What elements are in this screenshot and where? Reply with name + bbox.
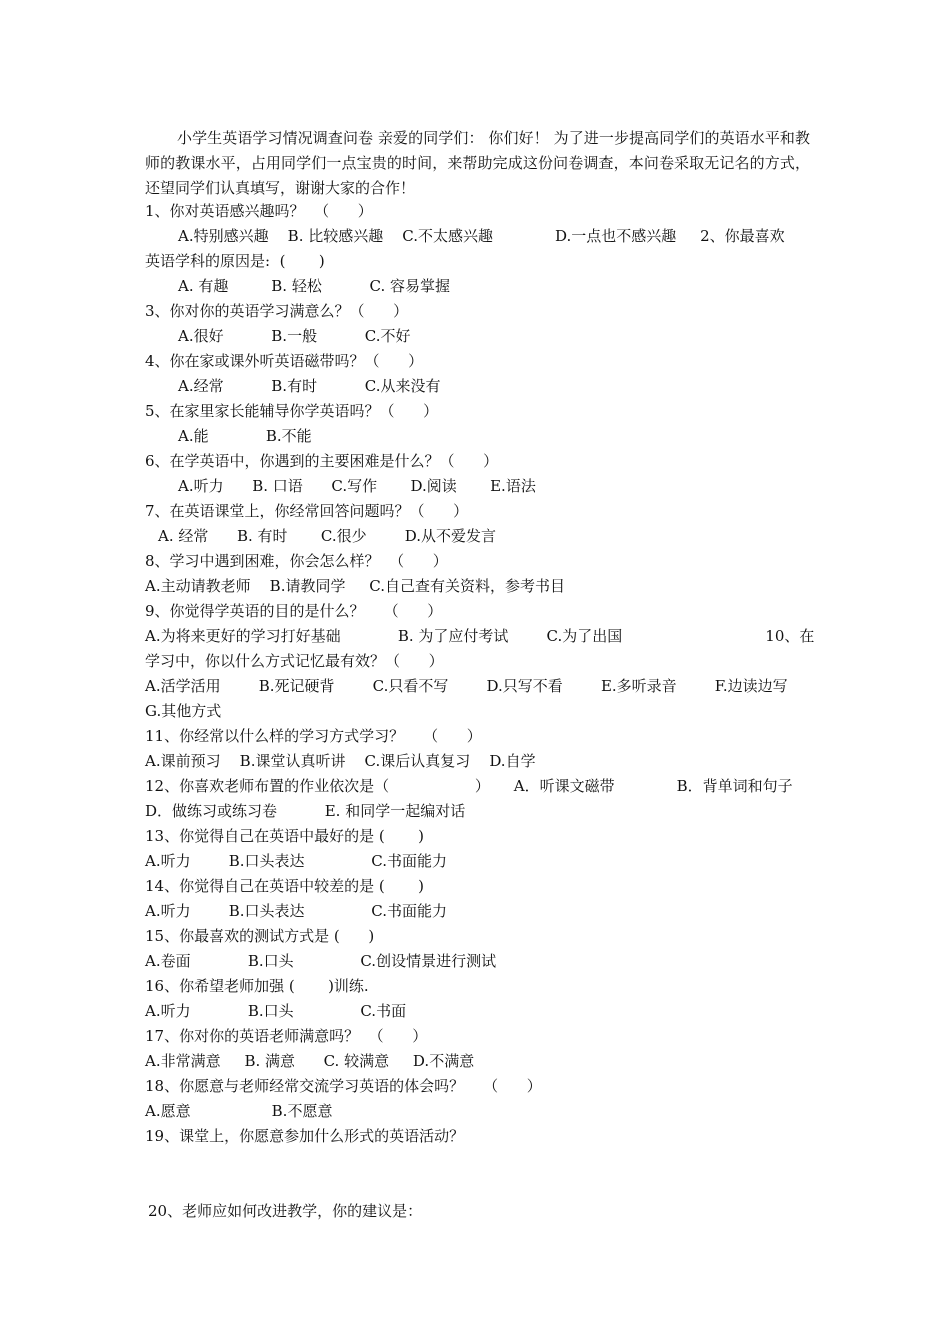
survey-line: 1、你对英语感兴趣吗？ （ ） [145, 202, 373, 220]
survey-line: 15、你最喜欢的测试方式是 ( ) [145, 927, 375, 945]
survey-line: A.听力 B.口头表达 C.书面能力 [145, 852, 448, 870]
survey-line: A.能 B.不能 [178, 427, 312, 445]
survey-line: A.卷面 B.口头 C.创设情景进行测试 [145, 952, 497, 970]
survey-line: 17、你对你的英语老师满意吗？ （ ） [145, 1027, 428, 1045]
survey-line: 4、你在家或课外听英语磁带吗？（ ） [145, 352, 424, 370]
survey-line: 19、课堂上，你愿意参加什么形式的英语活动？ [145, 1127, 465, 1145]
survey-line: A.活学活用 B.死记硬背 C.只看不写 D.只写不看 E.多听录音 F.边读边写 [145, 677, 788, 695]
survey-line: 7、在英语课堂上，你经常回答问题吗？（ ） [145, 502, 469, 520]
survey-line: A.非常满意 B. 满意 C. 较满意 D.不满意 [145, 1052, 475, 1070]
survey-line: 9、你觉得学英语的目的是什么？ （ ） [145, 602, 443, 620]
survey-line: 18、你愿意与老师经常交流学习英语的体会吗？ （ ） [145, 1077, 542, 1095]
survey-line: 12、你喜欢老师布置的作业依次是（ ） A．听课文磁带 B．背单词和句子 [145, 777, 793, 795]
survey-line: A.听力 B. 口语 C.写作 D.阅读 E.语法 [178, 477, 536, 495]
survey-line: 5、在家里家长能辅导你学英语吗？（ ） [145, 402, 439, 420]
survey-line: 8、学习中遇到困难，你会怎么样？ （ ） [145, 552, 448, 570]
survey-line: 14、你觉得自己在英语中较差的是 ( ) [145, 877, 424, 895]
survey-line: 3、你对你的英语学习满意么？（ ） [145, 302, 409, 320]
survey-line: A.主动请教老师 B.请教同学 C.自己查有关资料，参考书目 [145, 577, 566, 595]
survey-line: A. 经常 B. 有时 C.很少 D.从不爱发言 [158, 527, 497, 545]
survey-line: A.听力 B.口头 C.书面 [145, 1002, 407, 1020]
survey-line: 13、你觉得自己在英语中最好的是 ( ) [145, 827, 424, 845]
survey-line: A.愿意 B.不愿意 [145, 1102, 333, 1120]
survey-intro: 小学生英语学习情况调查问卷 亲爱的同学们： 你们好！ 为了进一步提高同学们的英语水平和教师的教课水平，占用同学们一点宝贵的时间，来帮助完成这份问卷调查，本问卷采取无记名的方式，还望同学们认真填写，谢谢大家的合作！ [145, 129, 810, 197]
survey-line: A.很好 B.一般 C.不好 [178, 327, 411, 345]
survey-line: 11、你经常以什么样的学习方式学习？ （ ） [145, 727, 482, 745]
survey-line: 20、老师应如何改进教学，你的建议是： [148, 1202, 423, 1220]
survey-line: A.听力 B.口头表达 C.书面能力 [145, 902, 448, 920]
survey-line: A.课前预习 B.课堂认真听讲 C.课后认真复习 D.自学 [145, 752, 536, 770]
survey-line: 6、在学英语中，你遇到的主要困难是什么？（ ） [145, 452, 499, 470]
survey-line: A.经常 B.有时 C.从来没有 [178, 377, 441, 395]
survey-line: A.特别感兴趣 B. 比较感兴趣 C.不太感兴趣 D.一点也不感兴趣 2、你最喜欢 [178, 227, 785, 245]
survey-line: A.为将来更好的学习打好基础 B. 为了应付考试 C.为了出国 10、在 [145, 627, 815, 645]
survey-line: 16、你希望老师加强 ( )训练. [145, 977, 369, 995]
survey-line: A. 有趣 B. 轻松 C. 容易掌握 [178, 277, 451, 295]
survey-line: D．做练习或练习卷 E. 和同学一起编对话 [145, 802, 466, 820]
survey-line: 英语学科的原因是: ( ) [145, 252, 325, 270]
survey-line: G.其他方式 [145, 702, 222, 720]
survey-line: 学习中，你以什么方式记忆最有效？（ ） [145, 652, 444, 670]
